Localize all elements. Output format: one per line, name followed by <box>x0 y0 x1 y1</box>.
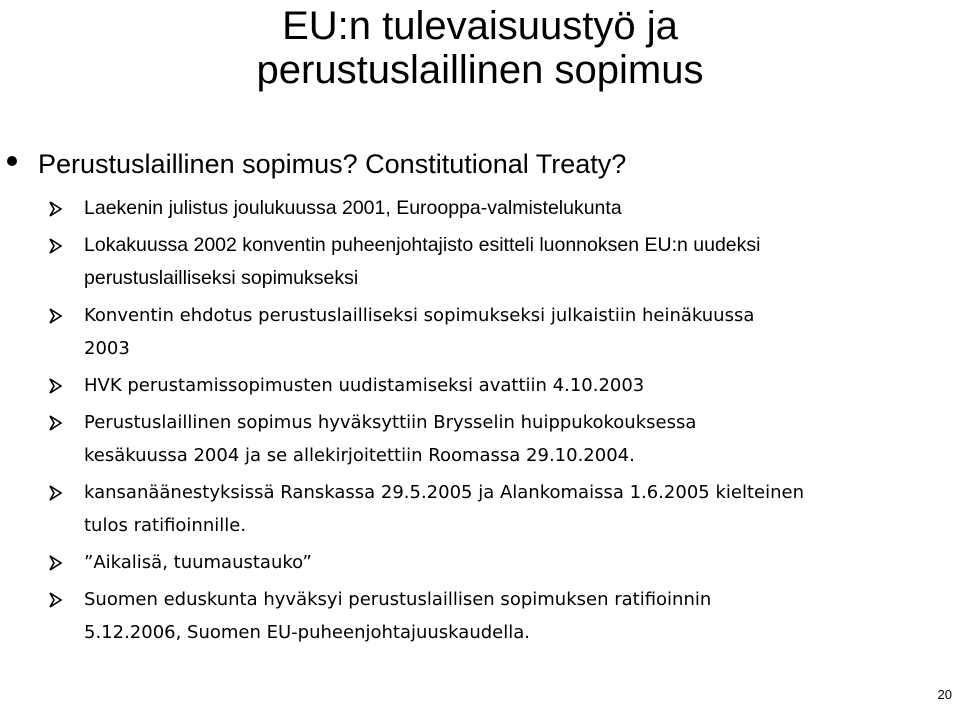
list-item-line: perustuslailliseksi sopimukseksi <box>84 267 359 289</box>
list-item-line: Lokakuussa 2002 konventin puheenjohtajisto esitteli luonnoksen EU:n uudeksi <box>84 234 761 256</box>
list-item-line: 5.12.2006, Suomen EU-puheenjohtajuuskaudella. <box>84 622 530 643</box>
arrow-bullet-icon <box>47 378 63 394</box>
list-item-line: kesäkuussa 2004 ja se allekirjoitettiin Roomassa 29.10.2004. <box>84 445 635 466</box>
arrow-bullet-icon <box>47 415 63 431</box>
list-item-line: 2003 <box>84 338 130 359</box>
list-item-line: Konventin ehdotus perustuslailliseksi sopimukseksi julkaistiin heinäkuussa <box>84 305 755 326</box>
arrow-bullet-icon <box>47 485 63 501</box>
list-item-line: Laekenin julistus joulukuussa 2001, Eurooppa-valmistelukunta <box>84 197 622 219</box>
list-item <box>0 546 940 579</box>
slide-title-line-2: perustuslaillinen sopimus <box>256 48 704 92</box>
list-item <box>0 229 940 295</box>
list-item <box>0 192 940 225</box>
list-item <box>0 299 940 365</box>
slide-title <box>0 4 960 92</box>
list-item-line: kansanäänestyksissä Ranskassa 29.5.2005 ja Alankomaissa 1.6.2005 kielteinen <box>84 482 804 503</box>
list-item <box>0 406 940 472</box>
arrow-bullet-icon <box>47 592 63 608</box>
list-item <box>0 476 940 542</box>
arrow-bullet-icon <box>47 201 63 217</box>
list-item-line: ”Aikalisä, tuumaustauko” <box>84 552 312 573</box>
list-item-line: HVK perustamissopimusten uudistamiseksi avattiin 4.10.2003 <box>84 375 645 396</box>
list-item-line: Perustuslaillinen sopimus hyväksyttiin Brysselin huippukokouksessa <box>84 412 697 433</box>
sub-bullet-list <box>0 192 940 653</box>
list-item <box>0 583 940 649</box>
list-item-line: tulos ratifioinnille. <box>84 515 247 536</box>
slide-title-line-1: EU:n tulevaisuustyö ja <box>282 4 678 48</box>
page-number: 20 <box>937 687 952 702</box>
list-item <box>0 369 940 402</box>
list-item-line: Suomen eduskunta hyväksyi perustuslaillisen sopimuksen ratifioinnin <box>84 589 712 610</box>
arrow-bullet-icon <box>47 308 63 324</box>
main-bullet-text: Perustuslaillinen sopimus? Constitutional Treaty? <box>38 149 627 179</box>
arrow-bullet-icon <box>47 555 63 571</box>
bullet-dot-icon <box>7 156 17 166</box>
arrow-bullet-icon <box>47 238 63 254</box>
